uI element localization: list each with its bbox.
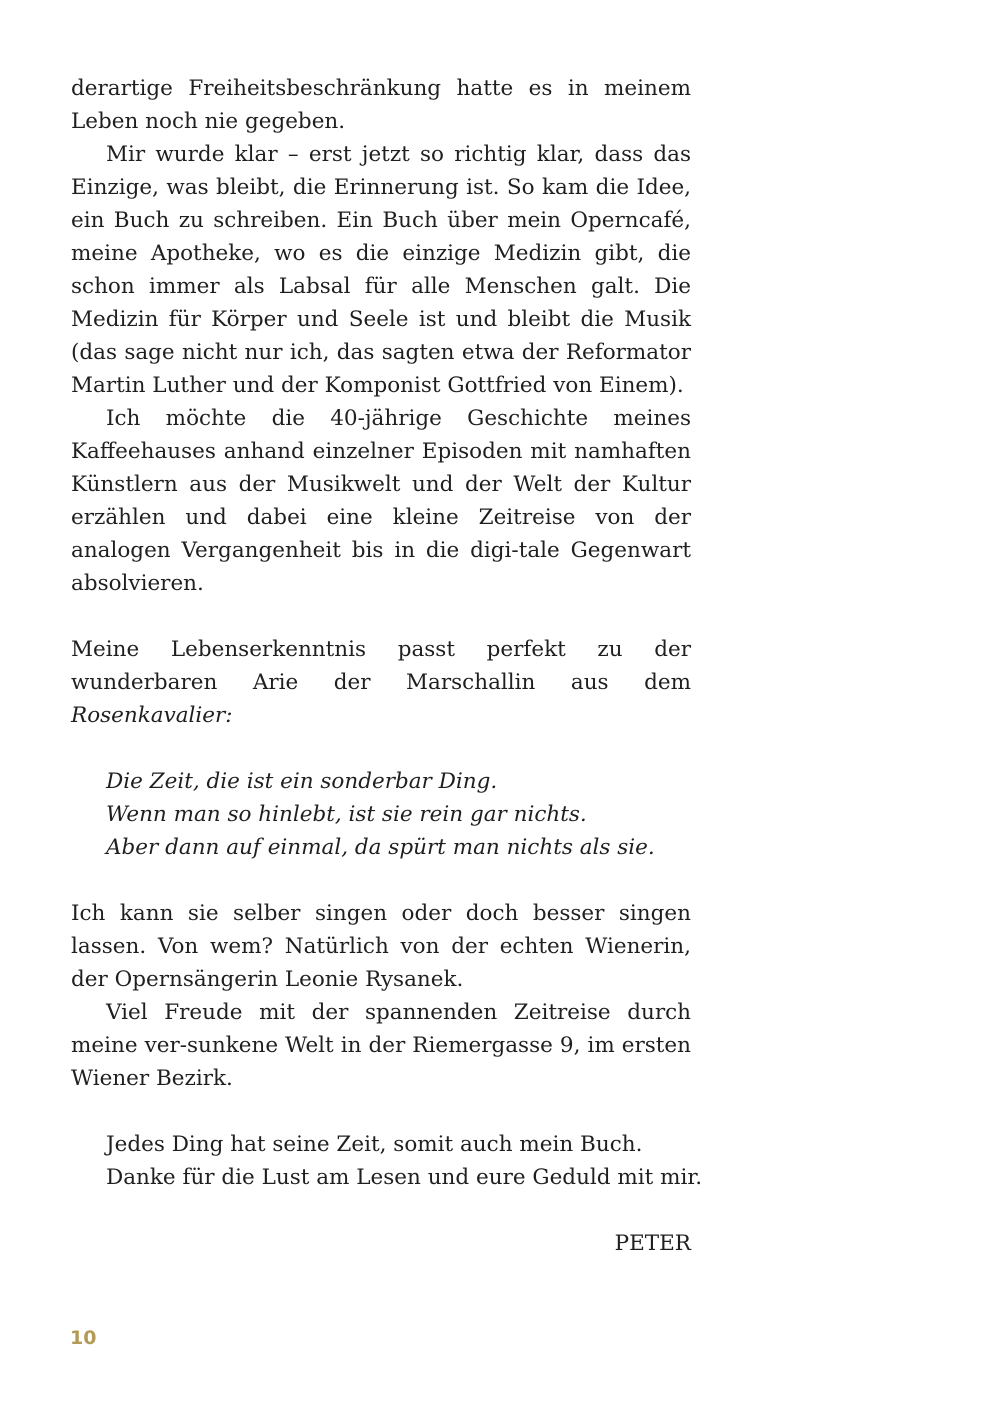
aria-intro-text: Meine Lebenserkenntnis passt perfekt zu der wunderbaren Arie der Marschallin aus dem bbox=[71, 637, 691, 695]
spacer bbox=[71, 1095, 691, 1128]
signature: PETER bbox=[614, 1231, 691, 1256]
verse-line-2: Wenn man so hinlebt, ist sie rein gar nichts. bbox=[106, 802, 587, 827]
paragraph-memory: Mir wurde klar – erst jetzt so richtig klar, dass das Einzige, was bleibt, die Erinnerung ist. So kam die Idee, ein Buch zu schreiben. Ein Buch über mein Operncafé, meine Apotheke, wo es die einzige Medizin gibt, die schon immer als Labsal für alle Menschen galt. Die Medizin für Körper und Seele ist und bleibt die Musik (das sage nicht nur ich, das sagten etwa der Reformator Martin Luther und der Komponist Gottfried von Einem). bbox=[71, 142, 691, 398]
spacer bbox=[71, 600, 691, 633]
paragraph-aria-intro bbox=[71, 633, 691, 732]
opera-title: Rosenkavalier: bbox=[71, 703, 233, 728]
verse-line-3: Aber dann auf einmal, da spürt man nichts als sie. bbox=[106, 835, 655, 860]
spacer bbox=[71, 864, 691, 897]
paragraph-singer: Ich kann sie selber singen oder doch besser singen lassen. Von wem? Natürlich von der echten Wienerin, der Opernsängerin Leonie Rysanek. bbox=[71, 901, 691, 992]
closing-line-2: Danke für die Lust am Lesen und eure Geduld mit mir. bbox=[106, 1165, 703, 1190]
verse-line-1: Die Zeit, die ist ein sonderbar Ding. bbox=[106, 769, 498, 794]
closing-line-1: Jedes Ding hat seine Zeit, somit auch mein Buch. bbox=[106, 1132, 643, 1157]
page-number: 10 bbox=[70, 1327, 97, 1349]
aria-verse bbox=[71, 765, 691, 864]
paragraph-enjoy: Viel Freude mit der spannenden Zeitreise durch meine ver-sunkene Welt in der Riemergasse 9, im ersten Wiener Bezirk. bbox=[71, 1000, 691, 1091]
spacer bbox=[71, 1194, 691, 1227]
paragraph-continuation: derartige Freiheitsbeschränkung hatte es in meinem Leben noch nie gegeben. bbox=[71, 76, 691, 134]
body-text bbox=[71, 72, 703, 1260]
paragraph-book-plan: Ich möchte die 40-jährige Geschichte meines Kaffeehauses anhand einzelner Episoden mit namhaften Künstlern aus der Musikwelt und der Welt der Kultur erzählen und dabei eine kleine Zeitreise von der analogen Vergangenheit bis in die digi-tale Gegenwart absolvieren. bbox=[71, 406, 691, 596]
spacer bbox=[71, 732, 691, 765]
closing-lines bbox=[71, 1128, 703, 1194]
